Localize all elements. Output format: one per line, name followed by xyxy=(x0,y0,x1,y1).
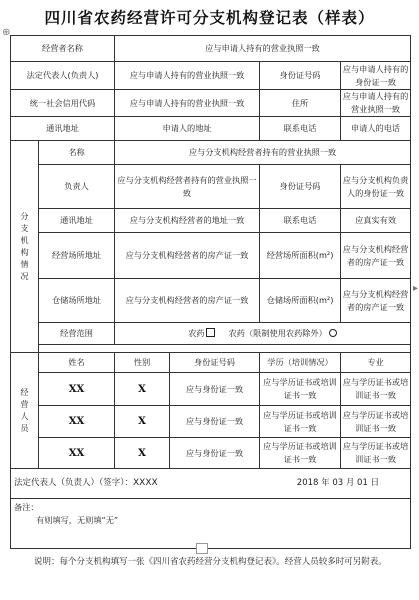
table-row xyxy=(11,406,411,438)
business-scope-label: 经营范围 xyxy=(39,323,115,345)
operator-name-value[interactable]: 应与申请人持有的营业执照一致 xyxy=(115,36,411,62)
staff-id[interactable]: 应与身份证一致 xyxy=(170,406,260,438)
staff-edu[interactable]: 应与学历证书或培训证书一致 xyxy=(260,373,341,406)
credit-code-label: 统一社会信用代码 xyxy=(11,90,115,117)
shop-address-value[interactable]: 应与分支机构经营者的房产证一致 xyxy=(115,233,260,279)
storage-address-value[interactable]: 应与分支机构经营者的房产证一致 xyxy=(115,279,260,323)
legal-rep-label: 法定代表人(负责人) xyxy=(11,62,115,90)
storage-area-value[interactable]: 应与分支机构经营者的房产证一致 xyxy=(341,279,411,323)
staff-header-major: 专业 xyxy=(341,353,411,373)
row-remarks xyxy=(11,499,411,549)
signature-label: 法定代表人（负责人）（签字）： xyxy=(14,478,134,488)
storage-address-label: 仓储场所地址 xyxy=(39,279,115,323)
shop-address-label: 经营场所地址 xyxy=(39,233,115,279)
scope-option-limited-label: 农药（限制使用农药除外） xyxy=(228,328,327,338)
remarks-cell[interactable] xyxy=(11,499,411,549)
row-staff-header xyxy=(11,353,411,373)
staff-name[interactable]: XX xyxy=(39,406,115,438)
branch-address-label: 通讯地址 xyxy=(39,209,115,233)
branch-name-label: 名称 xyxy=(39,141,115,165)
credit-code-value[interactable]: 应与申请人持有的营业执照一致 xyxy=(115,90,260,117)
staff-gender[interactable]: X xyxy=(115,373,170,406)
registration-form-table xyxy=(10,35,411,549)
branch-address-value[interactable]: 应与分支机构经营者的地址一致 xyxy=(115,209,260,233)
move-handle-icon[interactable]: ⊕ xyxy=(2,27,11,38)
row-credit-code xyxy=(11,90,411,117)
staff-header-gender: 性别 xyxy=(115,353,170,373)
row-operator-name xyxy=(11,36,411,62)
row-branch-spacer xyxy=(11,345,411,353)
shop-area-value[interactable]: 应与分支机构经营者的房产证一致 xyxy=(341,233,411,279)
branch-phone-value[interactable]: 应真实有效 xyxy=(341,209,411,233)
staff-header-name: 姓名 xyxy=(39,353,115,373)
staff-major[interactable]: 应与学历证书或培训证书一致 xyxy=(341,406,411,438)
staff-gender[interactable]: X xyxy=(115,406,170,438)
scope-pesticide-checkbox[interactable] xyxy=(206,328,215,337)
staff-edu[interactable]: 应与学历证书或培训证书一致 xyxy=(260,438,341,469)
contact-address-value[interactable]: 申请人的地址 xyxy=(115,117,260,141)
table-row xyxy=(11,438,411,469)
staff-section-label xyxy=(11,353,39,469)
contact-address-label: 通讯地址 xyxy=(11,117,115,141)
page-break-handle-icon[interactable] xyxy=(196,543,208,554)
legal-rep-value[interactable]: 应与申请人持有的营业执照一致 xyxy=(115,62,260,90)
business-scope-options xyxy=(115,323,411,345)
remarks-label: 备注： xyxy=(14,502,39,512)
resize-arrow-icon[interactable]: ▸ xyxy=(412,283,418,294)
staff-edu[interactable]: 应与学历证书或培训证书一致 xyxy=(260,406,341,438)
legal-rep-id-label: 身份证号码 xyxy=(260,62,341,90)
row-business-scope xyxy=(11,323,411,345)
staff-section-text: 经营人员 xyxy=(20,387,29,433)
storage-area-label: 仓储场所面积(m²) xyxy=(260,279,341,323)
form-title: 四川省农药经营许可分支机构登记表（样表） xyxy=(44,8,375,27)
legal-rep-id-value[interactable]: 应与申请人持有的身份证一致 xyxy=(341,62,411,90)
row-branch-address xyxy=(11,209,411,233)
domicile-value[interactable]: 应与申请人持有的营业执照一致 xyxy=(341,90,411,117)
branch-spacer xyxy=(39,345,411,353)
row-legal-rep xyxy=(11,62,411,90)
branch-section-text: 分支机构情况 xyxy=(20,211,29,281)
branch-phone-label: 联系电话 xyxy=(260,209,341,233)
staff-id[interactable]: 应与身份证一致 xyxy=(170,373,260,406)
staff-major[interactable]: 应与学历证书或培训证书一致 xyxy=(341,438,411,469)
table-row xyxy=(11,373,411,406)
staff-gender[interactable]: X xyxy=(115,438,170,469)
signature-name[interactable]: XXXX xyxy=(133,478,158,488)
row-branch-head xyxy=(11,165,411,209)
branch-section-label xyxy=(11,141,39,353)
branch-head-value[interactable]: 应与分支机构经营者持有的营业执照一致 xyxy=(115,165,260,209)
row-contact xyxy=(11,117,411,141)
branch-head-id-label: 身份证号码 xyxy=(260,165,341,209)
contact-phone-value[interactable]: 申请人的电话 xyxy=(341,117,411,141)
operator-name-label: 经营者名称 xyxy=(11,36,115,62)
contact-phone-label: 联系电话 xyxy=(260,117,341,141)
domicile-label: 住所 xyxy=(260,90,341,117)
staff-header-edu: 学历（培训情况） xyxy=(260,353,341,373)
remarks-text: 有则填写，无则填“无” xyxy=(36,515,119,525)
staff-header-id: 身份证号码 xyxy=(170,353,260,373)
staff-major[interactable]: 应与学历证书或培训证书一致 xyxy=(341,373,411,406)
row-signature xyxy=(11,469,411,499)
branch-name-value[interactable]: 应与分支机构经营者持有的营业执照一致 xyxy=(115,141,411,165)
shop-area-label: 经营场所面积(m²) xyxy=(260,233,341,279)
footnote: 说明：每个分支机构填写一张《四川省农药经营分支机构登记表》。经营人员较多时可另附表。 xyxy=(34,557,387,567)
staff-name[interactable]: XX xyxy=(39,373,115,406)
branch-head-id-value[interactable]: 应与分支机构负责人的身份证一致 xyxy=(341,165,411,209)
row-branch-name xyxy=(11,141,411,165)
branch-head-label: 负责人 xyxy=(39,165,115,209)
scope-option-pesticide-label: 农药 xyxy=(188,328,205,338)
staff-id[interactable]: 应与身份证一致 xyxy=(170,438,260,469)
row-branch-storage xyxy=(11,279,411,323)
staff-name[interactable]: XX xyxy=(39,438,115,469)
signature-date[interactable]: 2018 年 03 月 01 日 xyxy=(296,478,380,488)
scope-limited-radio[interactable] xyxy=(329,329,337,337)
row-branch-shop xyxy=(11,233,411,279)
signature-cell xyxy=(11,469,411,499)
